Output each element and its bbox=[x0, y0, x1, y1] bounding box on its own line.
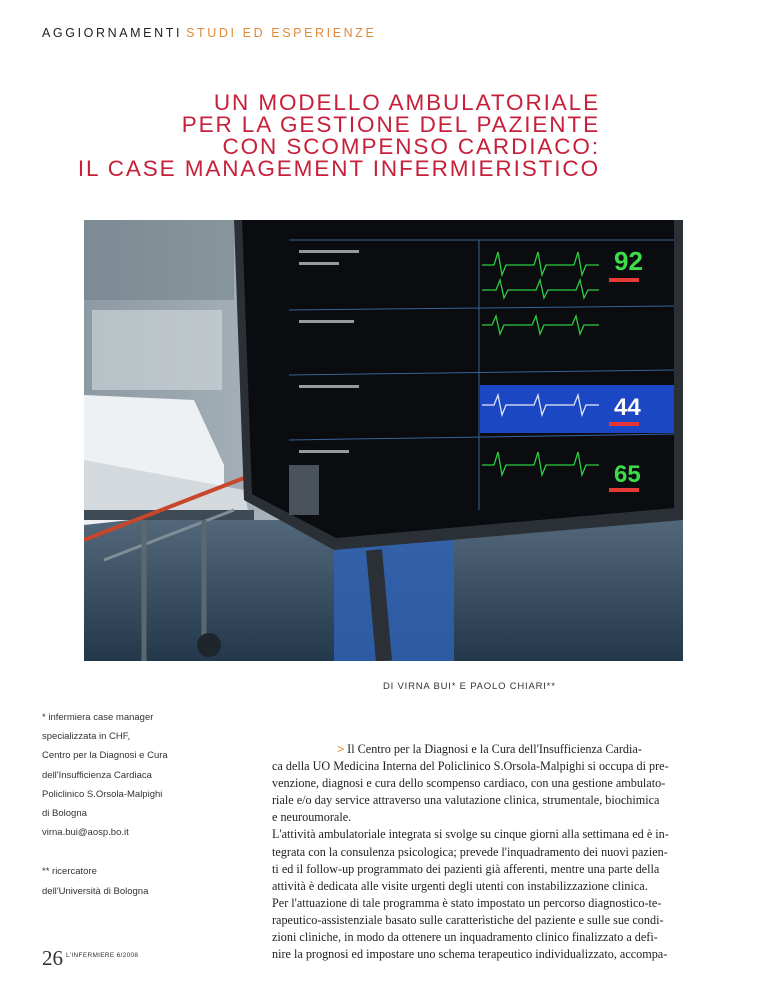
body-line: ti ed il follow-up programmato dei pazienti già afferenti, mentre una parte della bbox=[272, 861, 660, 876]
body-line: attività è dedicata alle visite urgenti degli utenti con instabilizzazione clinica. bbox=[272, 878, 648, 893]
article-body bbox=[272, 741, 730, 963]
body-line bbox=[272, 741, 730, 758]
body-line: ca della UO Medicina Interna del Policlinico S.Orsola-Malpighi si occupa di pre- bbox=[272, 759, 669, 774]
monitor-readout: 44 bbox=[614, 394, 641, 421]
body-line: tegrata con la consulenza psicologica; prevede l'inquadramento dei nuovi pazien- bbox=[272, 844, 668, 859]
page-number: 26 bbox=[42, 946, 63, 970]
lead-arrow-icon: > bbox=[337, 742, 345, 756]
body-line: e neuroumorale. bbox=[272, 810, 352, 825]
author-note-line: Centro per la Diagnosi e Cura bbox=[42, 750, 168, 762]
body-line: L'attività ambulatoriale integrata si svolge su cinque giorni alla settimana ed è in- bbox=[272, 827, 669, 842]
title-line: PER LA GESTIONE DEL PAZIENTE bbox=[181, 112, 600, 137]
monitor-readout: 65 bbox=[614, 461, 641, 488]
title-line: CON SCOMPENSO CARDIACO: bbox=[222, 134, 600, 159]
body-line: riale e/o day service attraverso una valutazione clinica, strumentale, biochimica bbox=[272, 793, 660, 808]
author-note-line: di Bologna bbox=[42, 808, 87, 820]
body-line: nire la prognosi ed impostare uno schema terapeutico individualizzato, accompa- bbox=[272, 947, 668, 962]
category-label: STUDI ED ESPERIENZE bbox=[186, 26, 377, 40]
title-line: UN MODELLO AMBULATORIALE bbox=[213, 90, 600, 115]
body-line: rapeutico-assistenziale basato sulle caratteristiche del paziente e sulle sue condi- bbox=[272, 912, 664, 927]
article-photo bbox=[84, 220, 683, 661]
author-note-line: dell'Insufficienza Cardiaca bbox=[42, 769, 152, 781]
author-notes bbox=[42, 708, 242, 901]
body-line: Per l'attuazione di tale programma è stato impostato un percorso diagnostico-te- bbox=[272, 895, 662, 910]
body-line-text: Il Centro per la Diagnosi e la Cura dell'Insufficienza Cardia- bbox=[347, 742, 642, 756]
author-email[interactable]: virna.bui@aosp.bo.it bbox=[42, 827, 129, 839]
byline: DI VIRNA BUI* E PAOLO CHIARI** bbox=[383, 681, 556, 692]
body-line: zioni cliniche, in modo da ottenere un inquadramento clinico finalizzato a defi- bbox=[272, 930, 658, 945]
author-note-line: specializzata in CHF, bbox=[42, 731, 131, 743]
author-note-line: * infermiera case manager bbox=[42, 712, 154, 723]
section-label: AGGIORNAMENTI bbox=[42, 26, 183, 40]
page-footer bbox=[42, 946, 138, 971]
article-title bbox=[78, 92, 600, 180]
author-note-line: ** ricercatore bbox=[42, 866, 97, 878]
title-line: IL CASE MANAGEMENT INFERMIERISTICO bbox=[77, 156, 600, 181]
magazine-issue: L'INFERMIERE 6/2008 bbox=[66, 952, 139, 959]
author-note-line: dell'Università di Bologna bbox=[42, 885, 149, 897]
section-header bbox=[42, 26, 376, 40]
author-note-line: Policlinico S.Orsola-Malpighi bbox=[42, 788, 163, 800]
body-line: venzione, diagnosi e cura dello scompenso cardiaco, con una gestione ambulato- bbox=[272, 776, 666, 791]
monitor-readout: 92 bbox=[614, 246, 643, 276]
